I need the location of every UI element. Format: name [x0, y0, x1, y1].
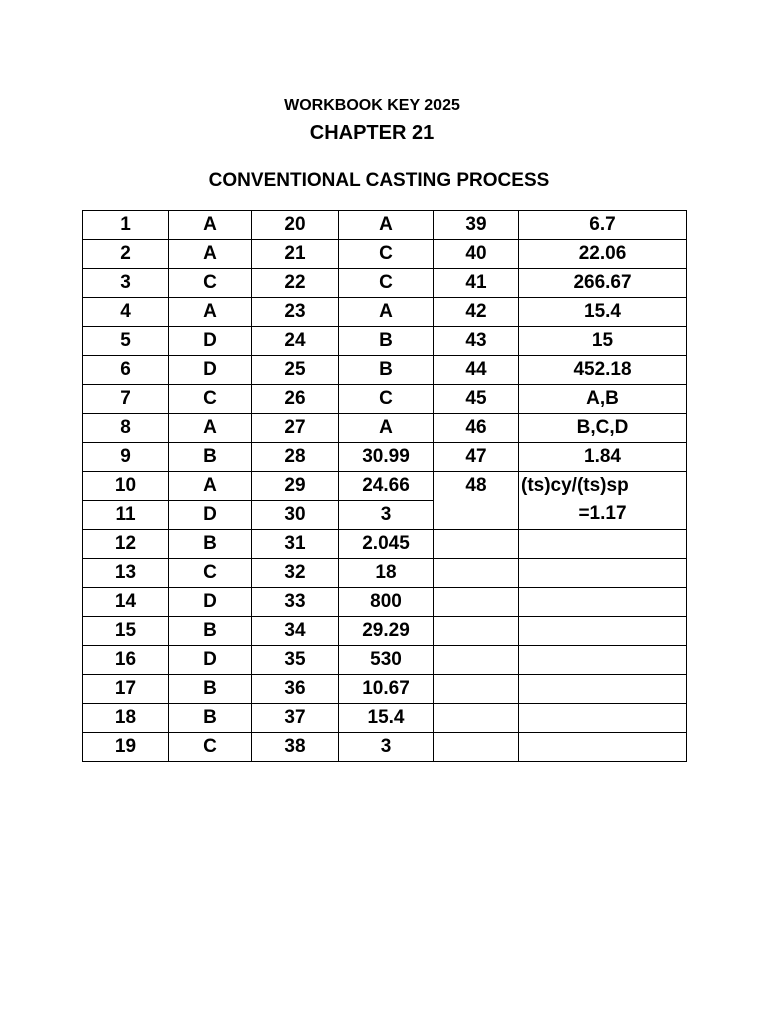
- question-number-cell: 25: [252, 356, 339, 385]
- answer-cell: A: [169, 298, 252, 327]
- answer-cell: [519, 472, 687, 530]
- question-number-cell: 11: [83, 501, 169, 530]
- answer-cell: 15: [519, 327, 687, 356]
- answer-cell: B: [339, 327, 434, 356]
- table-row: [83, 530, 687, 559]
- question-number-cell: [434, 646, 519, 675]
- table-row: [83, 298, 687, 327]
- answer-cell: C: [339, 385, 434, 414]
- question-number-cell: 24: [252, 327, 339, 356]
- question-number-cell: 5: [83, 327, 169, 356]
- table-row: [83, 617, 687, 646]
- answer-cell: 6.7: [519, 211, 687, 240]
- q48-answer-line-1: (ts)cy/(ts)sp: [521, 475, 629, 496]
- answer-cell: 15.4: [339, 704, 434, 733]
- answer-cell: 452.18: [519, 356, 687, 385]
- table-row: [83, 675, 687, 704]
- question-number-cell: 39: [434, 211, 519, 240]
- answer-cell: A: [169, 414, 252, 443]
- section-title: CONVENTIONAL CASTING PROCESS: [208, 170, 550, 191]
- answer-cell: 1.84: [519, 443, 687, 472]
- question-number-cell: 41: [434, 269, 519, 298]
- answer-cell: [519, 675, 687, 704]
- question-number-cell: 36: [252, 675, 339, 704]
- answer-cell: 2.045: [339, 530, 434, 559]
- answer-cell: [519, 617, 687, 646]
- table-row: [83, 211, 687, 240]
- question-number-cell: 32: [252, 559, 339, 588]
- answer-cell: [519, 588, 687, 617]
- answer-cell: D: [169, 501, 252, 530]
- answer-cell: 530: [339, 646, 434, 675]
- table-row: [83, 646, 687, 675]
- answer-cell: 3: [339, 733, 434, 762]
- question-number-cell: 6: [83, 356, 169, 385]
- question-number-cell: 29: [252, 472, 339, 501]
- answer-cell: 266.67: [519, 269, 687, 298]
- question-number-cell: 28: [252, 443, 339, 472]
- answer-cell: 29.29: [339, 617, 434, 646]
- answer-cell: 24.66: [339, 472, 434, 501]
- question-number-cell: 21: [252, 240, 339, 269]
- answer-cell: B: [169, 617, 252, 646]
- question-number-cell: 33: [252, 588, 339, 617]
- question-number-cell: [434, 559, 519, 588]
- answer-cell: 15.4: [519, 298, 687, 327]
- answer-cell: A: [169, 472, 252, 501]
- question-number-cell: 48: [434, 472, 519, 530]
- answer-cell: C: [169, 733, 252, 762]
- question-number-cell: 10: [83, 472, 169, 501]
- question-number-cell: 17: [83, 675, 169, 704]
- question-number-cell: 38: [252, 733, 339, 762]
- answer-cell: C: [339, 240, 434, 269]
- answer-cell: C: [169, 269, 252, 298]
- question-number-cell: 40: [434, 240, 519, 269]
- table-row: [83, 704, 687, 733]
- answer-cell: 18: [339, 559, 434, 588]
- question-number-cell: 12: [83, 530, 169, 559]
- table-row: [83, 472, 687, 501]
- question-number-cell: 27: [252, 414, 339, 443]
- answer-cell: [519, 704, 687, 733]
- question-number-cell: 30: [252, 501, 339, 530]
- q48-answer-line-2: =1.17: [578, 503, 627, 524]
- question-number-cell: 18: [83, 704, 169, 733]
- question-number-cell: 42: [434, 298, 519, 327]
- workbook-subtitle: WORKBOOK KEY 2025: [284, 97, 460, 114]
- answer-cell: [519, 646, 687, 675]
- answer-cell: B: [339, 356, 434, 385]
- answer-cell: B: [169, 675, 252, 704]
- answer-cell: 10.67: [339, 675, 434, 704]
- question-number-cell: 44: [434, 356, 519, 385]
- answer-cell: 800: [339, 588, 434, 617]
- answer-cell: A: [169, 211, 252, 240]
- answer-cell: D: [169, 356, 252, 385]
- answer-cell: 3: [339, 501, 434, 530]
- table-row: [83, 443, 687, 472]
- question-number-cell: 31: [252, 530, 339, 559]
- question-number-cell: 43: [434, 327, 519, 356]
- answer-cell: A: [339, 414, 434, 443]
- answer-cell: A: [169, 240, 252, 269]
- question-number-cell: 46: [434, 414, 519, 443]
- answer-cell: C: [339, 269, 434, 298]
- question-number-cell: [434, 530, 519, 559]
- answer-cell: B: [169, 443, 252, 472]
- question-number-cell: 16: [83, 646, 169, 675]
- table-row: [83, 269, 687, 298]
- answer-cell: B,C,D: [519, 414, 687, 443]
- answer-cell: [519, 530, 687, 559]
- question-number-cell: [434, 675, 519, 704]
- question-number-cell: [434, 588, 519, 617]
- answer-cell: [519, 559, 687, 588]
- answer-cell: B: [169, 530, 252, 559]
- table-row: [83, 356, 687, 385]
- answer-cell: D: [169, 588, 252, 617]
- table-row: [83, 414, 687, 443]
- question-number-cell: [434, 617, 519, 646]
- question-number-cell: 13: [83, 559, 169, 588]
- question-number-cell: 23: [252, 298, 339, 327]
- question-number-cell: 19: [83, 733, 169, 762]
- table-row: [83, 327, 687, 356]
- answer-cell: A: [339, 298, 434, 327]
- answer-cell: C: [169, 559, 252, 588]
- answer-key-table: [82, 210, 687, 762]
- answer-cell: D: [169, 646, 252, 675]
- question-number-cell: [434, 733, 519, 762]
- answer-cell: C: [169, 385, 252, 414]
- table-row: [83, 588, 687, 617]
- chapter-title: CHAPTER 21: [309, 122, 435, 144]
- question-number-cell: 45: [434, 385, 519, 414]
- question-number-cell: 15: [83, 617, 169, 646]
- answer-cell: A,B: [519, 385, 687, 414]
- answer-cell: 22.06: [519, 240, 687, 269]
- question-number-cell: 34: [252, 617, 339, 646]
- table-row: [83, 559, 687, 588]
- question-number-cell: 1: [83, 211, 169, 240]
- question-number-cell: 35: [252, 646, 339, 675]
- question-number-cell: 37: [252, 704, 339, 733]
- answer-cell: [519, 733, 687, 762]
- question-number-cell: 9: [83, 443, 169, 472]
- answer-cell: B: [169, 704, 252, 733]
- answer-cell: A: [339, 211, 434, 240]
- question-number-cell: 20: [252, 211, 339, 240]
- table-row: [83, 733, 687, 762]
- question-number-cell: 2: [83, 240, 169, 269]
- question-number-cell: 22: [252, 269, 339, 298]
- question-number-cell: 47: [434, 443, 519, 472]
- question-number-cell: 26: [252, 385, 339, 414]
- answer-cell: D: [169, 327, 252, 356]
- question-number-cell: 14: [83, 588, 169, 617]
- question-number-cell: [434, 704, 519, 733]
- table-row: [83, 240, 687, 269]
- question-number-cell: 7: [83, 385, 169, 414]
- answer-cell: 30.99: [339, 443, 434, 472]
- question-number-cell: 8: [83, 414, 169, 443]
- question-number-cell: 4: [83, 298, 169, 327]
- table-row: [83, 385, 687, 414]
- answer-key-body: [83, 211, 687, 762]
- question-number-cell: 3: [83, 269, 169, 298]
